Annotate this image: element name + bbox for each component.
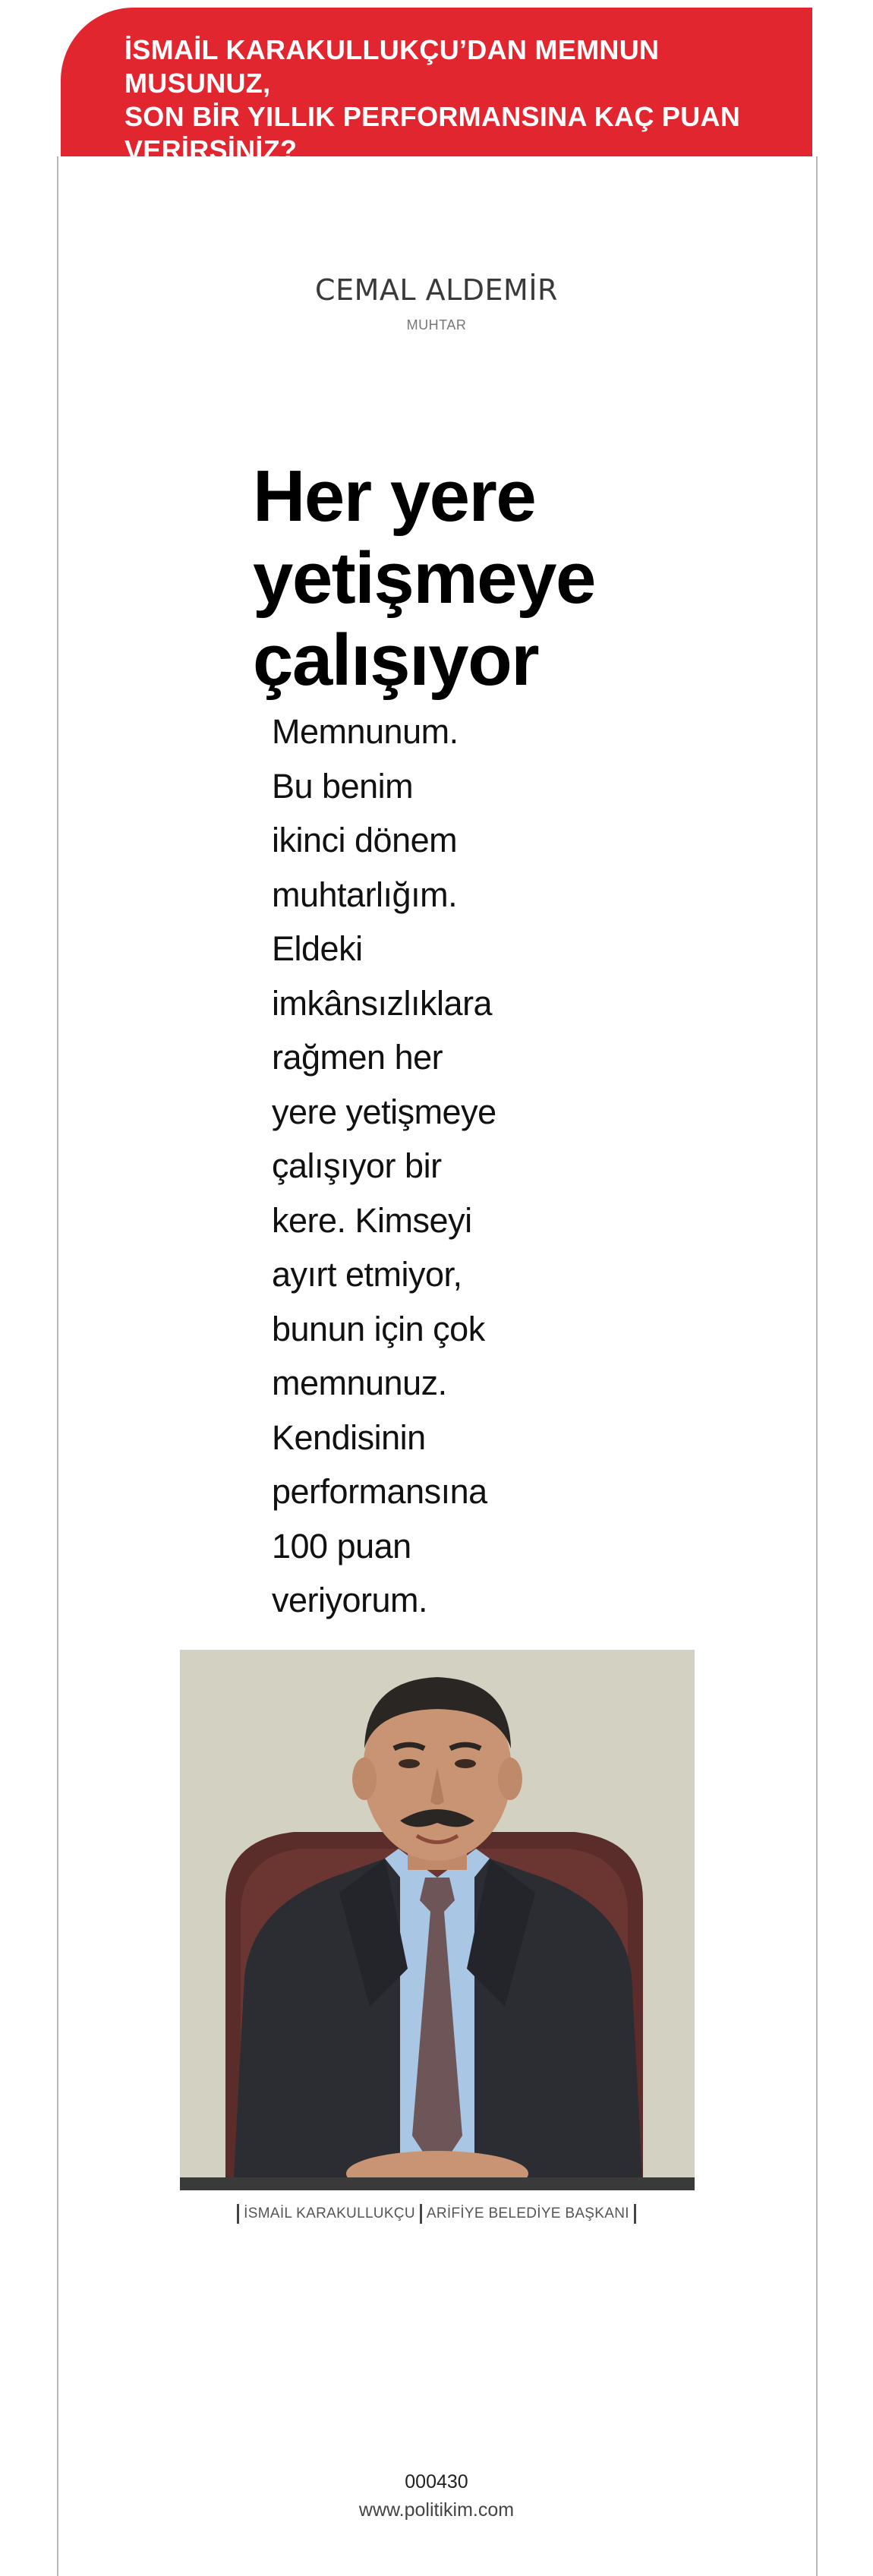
quote-line: rağmen her [272,1038,443,1077]
footer-website[interactable]: www.politikim.com [358,2499,515,2521]
quote-line: kere. Kimseyi [272,1200,472,1240]
quote-line: Kendisinin [272,1417,426,1457]
headline-line: Her yere [253,456,536,537]
quote-line: bunun için çok [272,1309,485,1348]
headline-line: yetişmeye [253,538,595,619]
photo-caption [0,2204,873,2224]
quote-line: imkânsızlıklara [272,983,493,1023]
caption-role: ARİFİYE BELEDİYE BAŞKANI [426,2206,629,2221]
author-title: MUHTAR [406,317,467,333]
quote-line: ikinci dönem [272,821,458,859]
quote-line: performansına [272,1472,487,1511]
banner-question-line: SON BİR YILLIK PERFORMANSINA KAÇ PUAN [124,101,741,132]
caption-divider [237,2204,239,2224]
caption-divider [420,2204,422,2224]
headline-line: çalışıyor [253,620,539,701]
quote-line: Bu benim [272,766,414,806]
headline [253,456,678,702]
quote-line: Memnunum. [272,712,459,751]
author-name: CEMAL ALDEMİR [315,273,558,307]
quote-line: Eldeki [272,929,363,968]
banner-question-line: İSMAİL KARAKULLUKÇU’DAN MEMNUN MUSUNUZ, [124,34,660,99]
quote-line: ayırt etmiyor, [272,1255,462,1294]
question-banner [61,8,812,166]
quote-line: muhtarlığım. [272,875,458,914]
footer-code: 000430 [405,2471,468,2492]
caption-name: İSMAİL KARAKULLUKÇU [244,2206,415,2221]
quote-line: 100 puan [272,1526,411,1565]
portrait-illustration [180,1650,695,2190]
quote-body [272,705,591,1628]
caption-divider [634,2204,636,2224]
quote-line: çalışıyor bir [272,1146,442,1185]
banner-question-line: VERİRSİNİZ? [124,134,298,166]
portrait-photo [180,1650,695,2190]
quote-line: veriyorum. [272,1581,428,1619]
quote-line: yere yetişmeye [272,1092,496,1131]
quote-line: memnunuz. [272,1364,447,1402]
